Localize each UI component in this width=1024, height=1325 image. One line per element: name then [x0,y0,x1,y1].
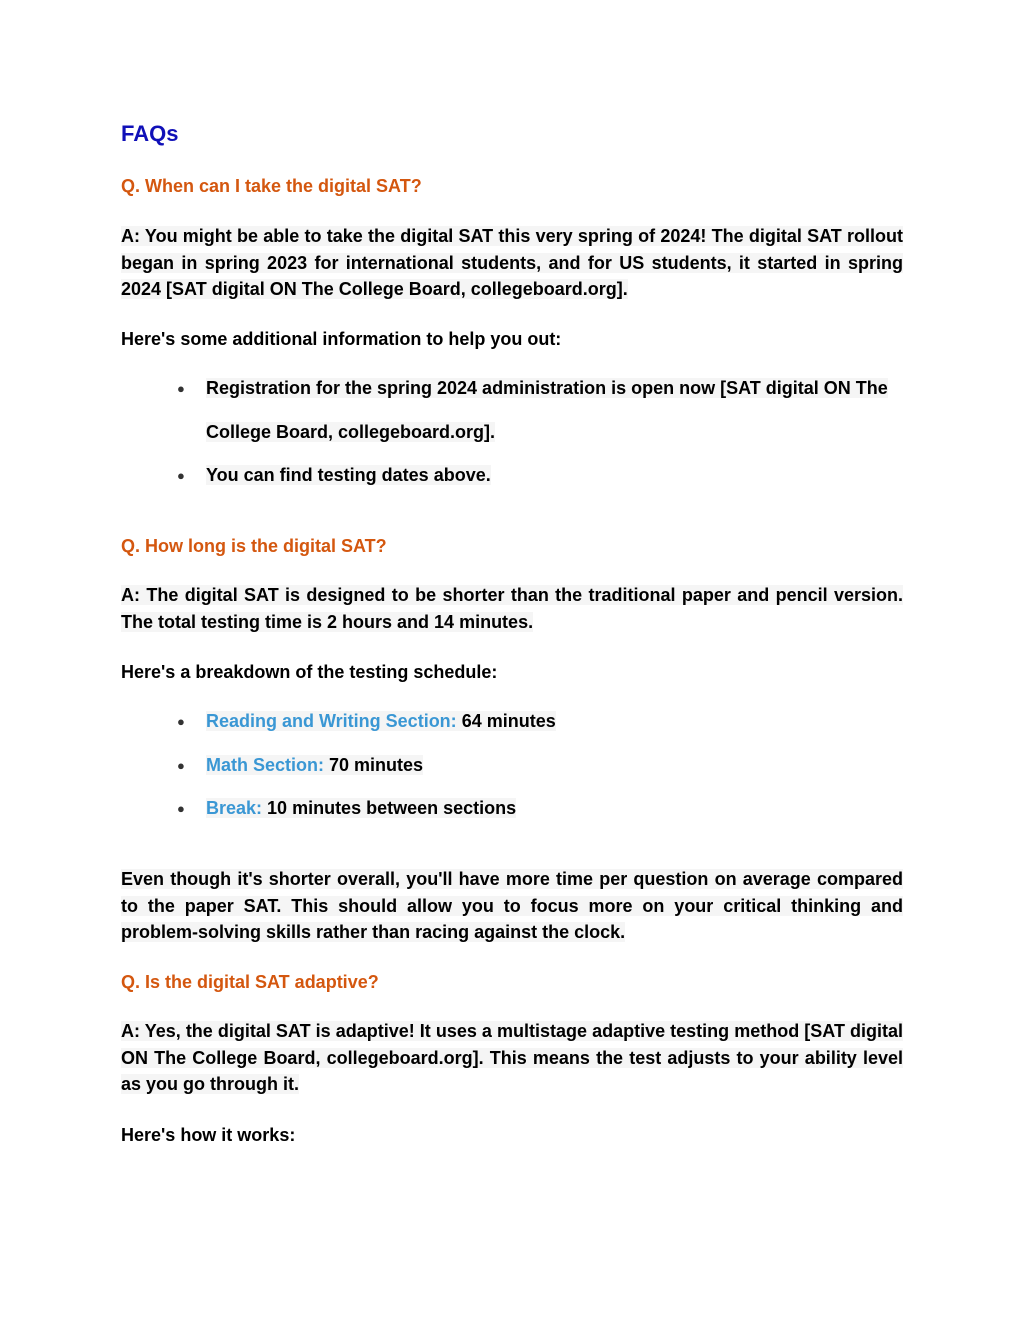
intro-3 [121,1122,903,1149]
summary-2 [121,866,903,946]
answer-2 [121,582,903,635]
intro-1 [121,326,903,353]
schedule-term: Break: [206,798,263,818]
answer-3-text: A: Yes, the digital SAT is adaptive! It uses a multistage adaptive testing method [SAT digital ON The College Board, collegeboard.org]. This means the test adjusts to your ability level as you go through it. [121,1021,903,1094]
answer-1-text: A: You might be able to take the digital SAT this very spring of 2024! The digital SAT rollout began in spring 2023 for international students, and for US students, it started in spring 2024 [SAT digital ON The College Board, collegeboard.org]. [121,226,903,299]
bullet-icon: ● [177,714,185,729]
list-item [121,454,903,498]
list-item-text: Registration for the spring 2024 administration is open now [SAT digital ON The College Board, collegeboard.org]. [206,378,888,442]
list-item-text: You can find testing dates above. [206,465,491,485]
list-item [121,367,903,454]
intro-1-text: Here's some additional information to help you out: [121,329,562,349]
schedule-value: 64 minutes [461,711,556,731]
schedule-value: 10 minutes between sections [267,798,517,818]
bullet-icon: ● [177,757,185,773]
schedule-term: Math Section: [206,754,325,775]
bullet-icon: ● [177,381,185,396]
answer-2-text: A: The digital SAT is designed to be shorter than the traditional paper and pencil version. The total testing time is 2 hours and 14 minutes. [121,585,903,632]
schedule-term: Reading and Writing Section: [206,711,457,731]
bullet-icon: ● [177,468,185,483]
list-item [121,787,903,831]
answer-1 [121,223,903,303]
question-3: Q. Is the digital SAT adaptive? [121,972,379,992]
schedule-list [121,700,903,831]
intro-2-text: Here's a breakdown of the testing schedule: [121,662,498,682]
schedule-value: 70 minutes [329,754,424,775]
answer-3 [121,1018,903,1098]
summary-2-text: Even though it's shorter overall, you'll have more time per question on average compared to the paper SAT. This should allow you to focus more on your critical thinking and problem-solving skills rather than racing against the clock. [121,869,903,942]
list-item [121,744,903,788]
info-list [121,367,903,498]
faq-heading: FAQs [121,121,179,146]
list-item [121,700,903,744]
bullet-icon: ● [177,801,185,816]
question-2: Q. How long is the digital SAT? [121,536,387,556]
intro-2 [121,659,903,686]
question-1: Q. When can I take the digital SAT? [121,176,422,196]
intro-3-text: Here's how it works: [121,1125,296,1145]
